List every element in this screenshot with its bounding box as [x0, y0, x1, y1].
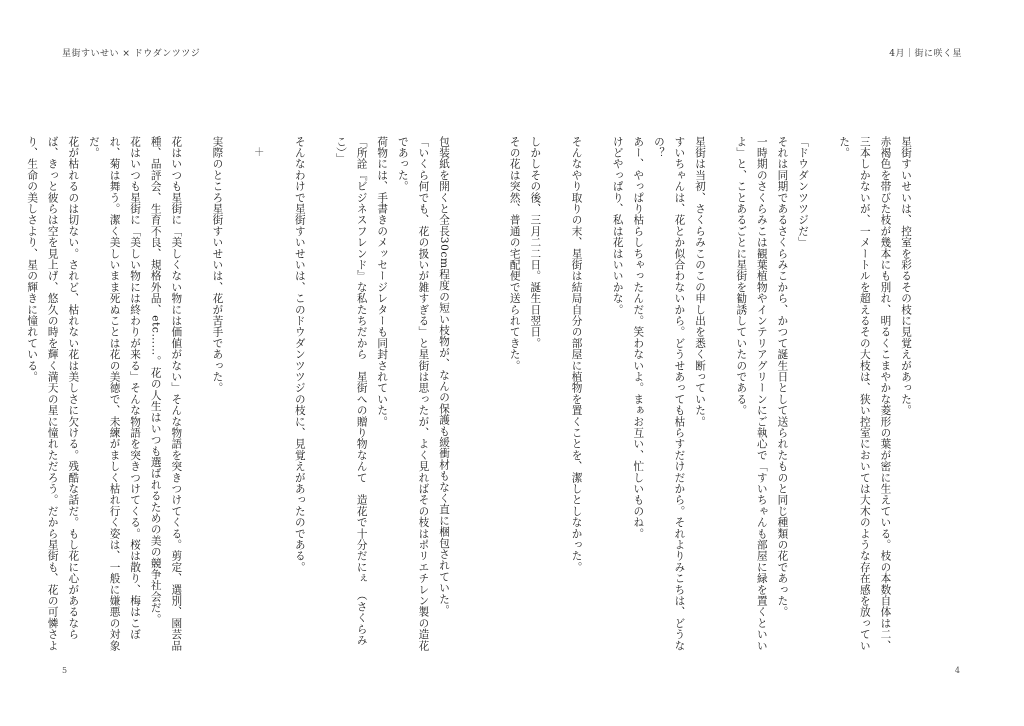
page-number-right: 4: [954, 666, 960, 675]
paragraph: 花はいつも星街に「美しい物には終わりが来る」そんな物語を突きつけてくる。桜は散り、梅はこぼれ、菊は舞う。潔く美しいまま死ぬことは花の美徳で、未練がましく枯れ行く姿は、一般に嫌悪の対象だ。: [87, 136, 142, 652]
blank-line: [227, 136, 248, 656]
blank-line: [587, 136, 608, 656]
paragraph: 花が枯れるのは切ない。されど、枯れない花は美しさに欠ける。残酷な話だ。もし花に心があるならば、きっと彼らは空を見上げ、悠久の時を輝く満天の星に憧れただろう。だから星街も、花の可憐さより、生命の美しさより、星の輝きに憧れている。: [26, 136, 80, 652]
blank-line: [813, 136, 834, 656]
paragraph: 「ドウダンツツジだ」: [797, 136, 810, 248]
paragraph: すいちゃんは、花とか似合わないから。どうせあっても枯らすだけだから。それよりみこちは、どうなの？: [652, 136, 686, 652]
paragraph: あー、やっぱり枯らしちゃったんだ。笑わないよ。まぁお互い、忙しいものね。: [632, 136, 645, 540]
paragraph: 一時期のさくらみこは観葉植物やインテリアグリーンにご執心で「すいちゃんも部屋に緑を置くといいよ」と、ことあるごとに星街を勧誘していたのである。: [735, 136, 768, 652]
paragraph: そんなやり取りの末、星街は結局自分の部屋に植物を置くことを、潔しとしなかった。: [570, 136, 583, 573]
running-header-right: 4月｜街に咲く星: [889, 49, 962, 59]
blank-line: [186, 136, 207, 656]
paragraph: そんなわけで星街すいせいは、このドウダンツツジの枝に、見覚えがあったのである。: [293, 136, 306, 573]
blank-line: [310, 136, 331, 656]
paragraph: それは同期であるさくらみこから、かつて誕生日として送られたものと同じ種類の花であった。: [776, 136, 789, 618]
left-page-text: [26, 136, 454, 656]
paragraph: けどやっぱり、私は花はいいかな。: [611, 136, 624, 316]
right-page-text: [508, 136, 916, 656]
paragraph: 「所詮『ビジネスフレンド』な私たちだから 星街への贈り物なんて 造花で十分だにぇ （さくらみこ）」: [335, 136, 368, 646]
blank-line: [269, 136, 290, 656]
paragraph: 花はいつも星街に「美しくない物には価値がない」そんな物語を突きつけてくる。剪定、選別、園芸品種、品評会、生育不良、規格外品、etc……。花の人生はいつも選ばれるための美の競争社会だ。: [149, 136, 183, 652]
paragraph: 星街は当初、さくらみこのこの申し出を悉く断っていた。: [694, 136, 707, 428]
paragraph: 赤褐色を帯びた枝が幾本にも別れ、明るくこまやかな菱形の葉が密に生えている。枝の本数自体は二、三本しかないが、一メートルを超えるその大枝は、狭い控室においては大木のような存在感を放っていた。: [838, 136, 892, 652]
paragraph: 包装紙を開くと全長30cm程度の短い枝物が、なんの保護も緩衝材もなく直に梱包されていた。: [438, 136, 450, 616]
section-separator: ＋: [252, 146, 265, 158]
paragraph: 星街すいせいは、控室を彩るその枝に見覚えがあった。: [900, 136, 912, 416]
paragraph: 「いくら何でも、花の扱いが雑すぎる」と星街は思ったが、よく見ればその枝はポリエチレン製の造花であった。: [396, 136, 430, 652]
page-number-left: 5: [62, 666, 68, 675]
paragraph: 実際のところ星街すいせいは、花が苦手であった。: [211, 136, 224, 394]
blank-line: [545, 136, 566, 656]
paragraph: 荷物には、手書きのメッセージレターも同封されていた。: [376, 136, 389, 428]
running-header-left: 星街すいせい × ドウダンツツジ: [62, 49, 201, 59]
blank-line: [710, 136, 731, 656]
paragraph: その花は突然、普通の宅配便で送られてきた。: [508, 136, 521, 372]
paragraph: しかしその後、三月二二日。誕生日翌日。: [529, 136, 542, 349]
